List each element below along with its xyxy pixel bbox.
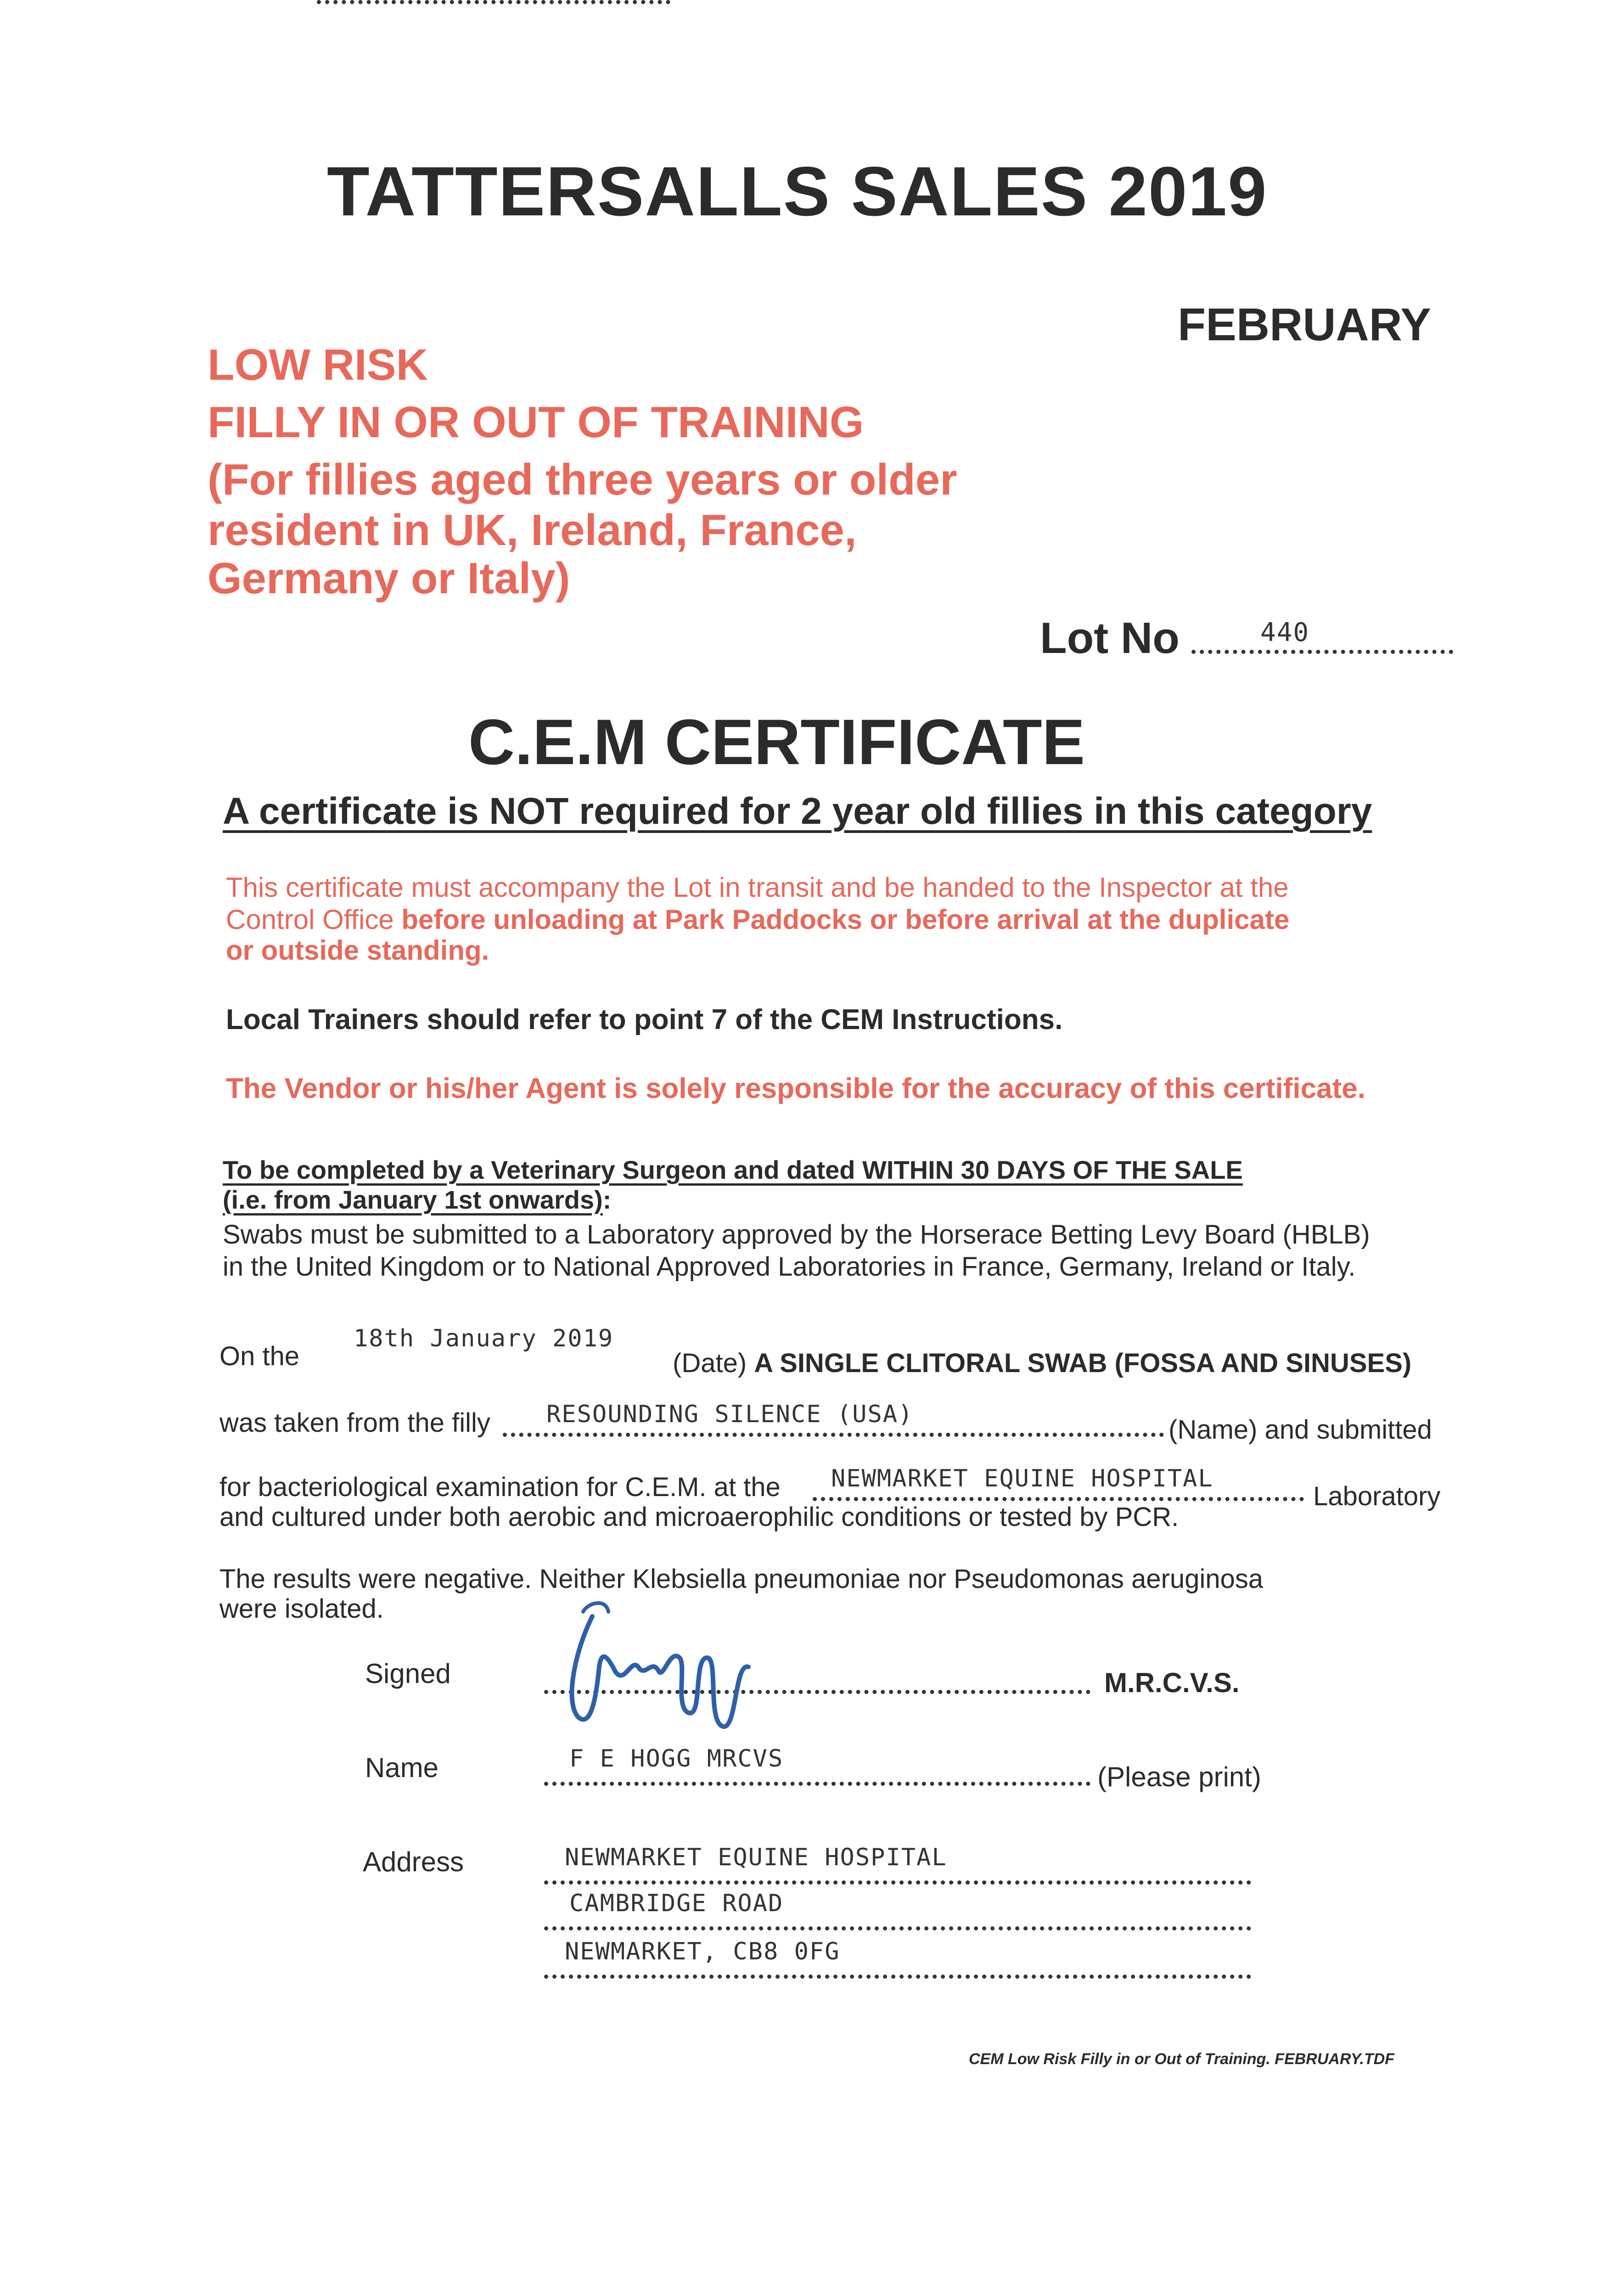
- swabs-line-2: in the United Kingdom or to National Approved Laboratories in France, Germany, Ireland or Italy.: [223, 1252, 1356, 1282]
- swabs-line-1: Swabs must be submitted to a Laboratory approved by the Horserace Betting Levy Board (HBLB): [223, 1220, 1370, 1249]
- category-line-5: Germany or Italy): [208, 554, 570, 603]
- filly-dotted-line: [503, 1433, 1164, 1437]
- on-the-label: On the: [219, 1341, 300, 1371]
- lot-label: Lot No: [1040, 613, 1180, 663]
- category-line-3: (For fillies aged three years or older: [208, 455, 957, 504]
- address-dotted-line-3: [544, 1975, 1251, 1979]
- address-dotted-line-1: [544, 1880, 1251, 1885]
- lot-number: 440: [1260, 618, 1310, 647]
- date-suffix: [673, 1348, 1411, 1379]
- lab-value[interactable]: NEWMARKET EQUINE HOSPITAL: [831, 1465, 1214, 1492]
- document-reference: CEM Low Risk Filly in or Out of Training. FEBRUARY.TDF: [969, 2050, 1394, 2068]
- instructions-line-1: This certificate must accompany the Lot in transit and be handed to the Inspector at the: [226, 872, 1289, 903]
- category-line-2: FILLY IN OR OUT OF TRAINING: [208, 398, 864, 447]
- address-line-1[interactable]: NEWMARKET EQUINE HOSPITAL: [565, 1844, 947, 1871]
- signed-label: Signed: [365, 1658, 451, 1689]
- category-line-1: LOW RISK: [208, 340, 428, 389]
- signature-mark: [556, 1598, 794, 1736]
- swab-description: A SINGLE CLITORAL SWAB (FOSSA AND SINUSES): [754, 1348, 1412, 1378]
- date-value[interactable]: 18th January 2019: [354, 1325, 614, 1352]
- sale-month: FEBRUARY: [1178, 299, 1431, 350]
- vet-name-value[interactable]: F E HOGG MRCVS: [569, 1745, 784, 1773]
- instructions-line-3: or outside standing.: [226, 935, 489, 966]
- please-print-label: (Please print): [1097, 1761, 1261, 1792]
- name-label: Name: [365, 1752, 439, 1783]
- instructions-line-2b: before unloading at Park Paddocks or before arrival at the duplicate: [401, 904, 1290, 935]
- lot-dotted-line: [1191, 650, 1453, 654]
- vet-heading-colon: :: [602, 1185, 612, 1214]
- certificate-title: C.E.M CERTIFICATE: [468, 706, 1085, 778]
- date-dotted-line: [317, 0, 670, 4]
- name-dotted-line: [544, 1782, 1090, 1786]
- category-line-4: resident in UK, Ireland, France,: [208, 506, 857, 555]
- page-title: TATTERSALLS SALES 2019: [327, 152, 1268, 231]
- date-suffix-label: (Date): [673, 1348, 747, 1378]
- instructions-line-2a: Control Office: [226, 904, 402, 935]
- address-label: Address: [363, 1846, 464, 1877]
- address-dotted-line-2: [544, 1926, 1251, 1930]
- vendor-note: The Vendor or his/her Agent is solely responsible for the accuracy of this certificate.: [226, 1073, 1366, 1104]
- filly-name-value[interactable]: RESOUNDING SILENCE (USA): [546, 1401, 914, 1428]
- address-line-3[interactable]: NEWMARKET, CB8 0FG: [565, 1938, 840, 1965]
- certificate-notice: A certificate is NOT required for 2 year old fillies in this category: [223, 790, 1372, 832]
- taken-from-label: was taken from the filly: [219, 1408, 490, 1438]
- cultured-line: and cultured under both aerobic and microaerophilic conditions or tested by PCR.: [219, 1502, 1179, 1532]
- bact-exam-label: for bacteriological examination for C.E.M. at the: [219, 1472, 781, 1502]
- address-line-2[interactable]: CAMBRIDGE ROAD: [569, 1890, 784, 1917]
- vet-heading-line-2: [223, 1185, 611, 1215]
- results-line-2: were isolated.: [219, 1594, 384, 1624]
- instructions-line-2: [226, 904, 1289, 935]
- vet-heading-date-range: (i.e. from January 1st onwards): [223, 1185, 603, 1214]
- lab-suffix: Laboratory: [1313, 1481, 1441, 1511]
- local-trainers-note: Local Trainers should refer to point 7 of the CEM Instructions.: [226, 1004, 1063, 1035]
- results-line-1: The results were negative. Neither Klebsiella pneumoniae nor Pseudomonas aeruginosa: [219, 1564, 1264, 1594]
- vet-heading-line-1: To be completed by a Veterinary Surgeon and dated WITHIN 30 DAYS OF THE SALE: [223, 1155, 1243, 1184]
- lab-dotted-line: [813, 1497, 1304, 1501]
- filly-name-suffix: (Name) and submitted: [1169, 1415, 1432, 1445]
- mrcvs-label: M.R.C.V.S.: [1104, 1667, 1240, 1698]
